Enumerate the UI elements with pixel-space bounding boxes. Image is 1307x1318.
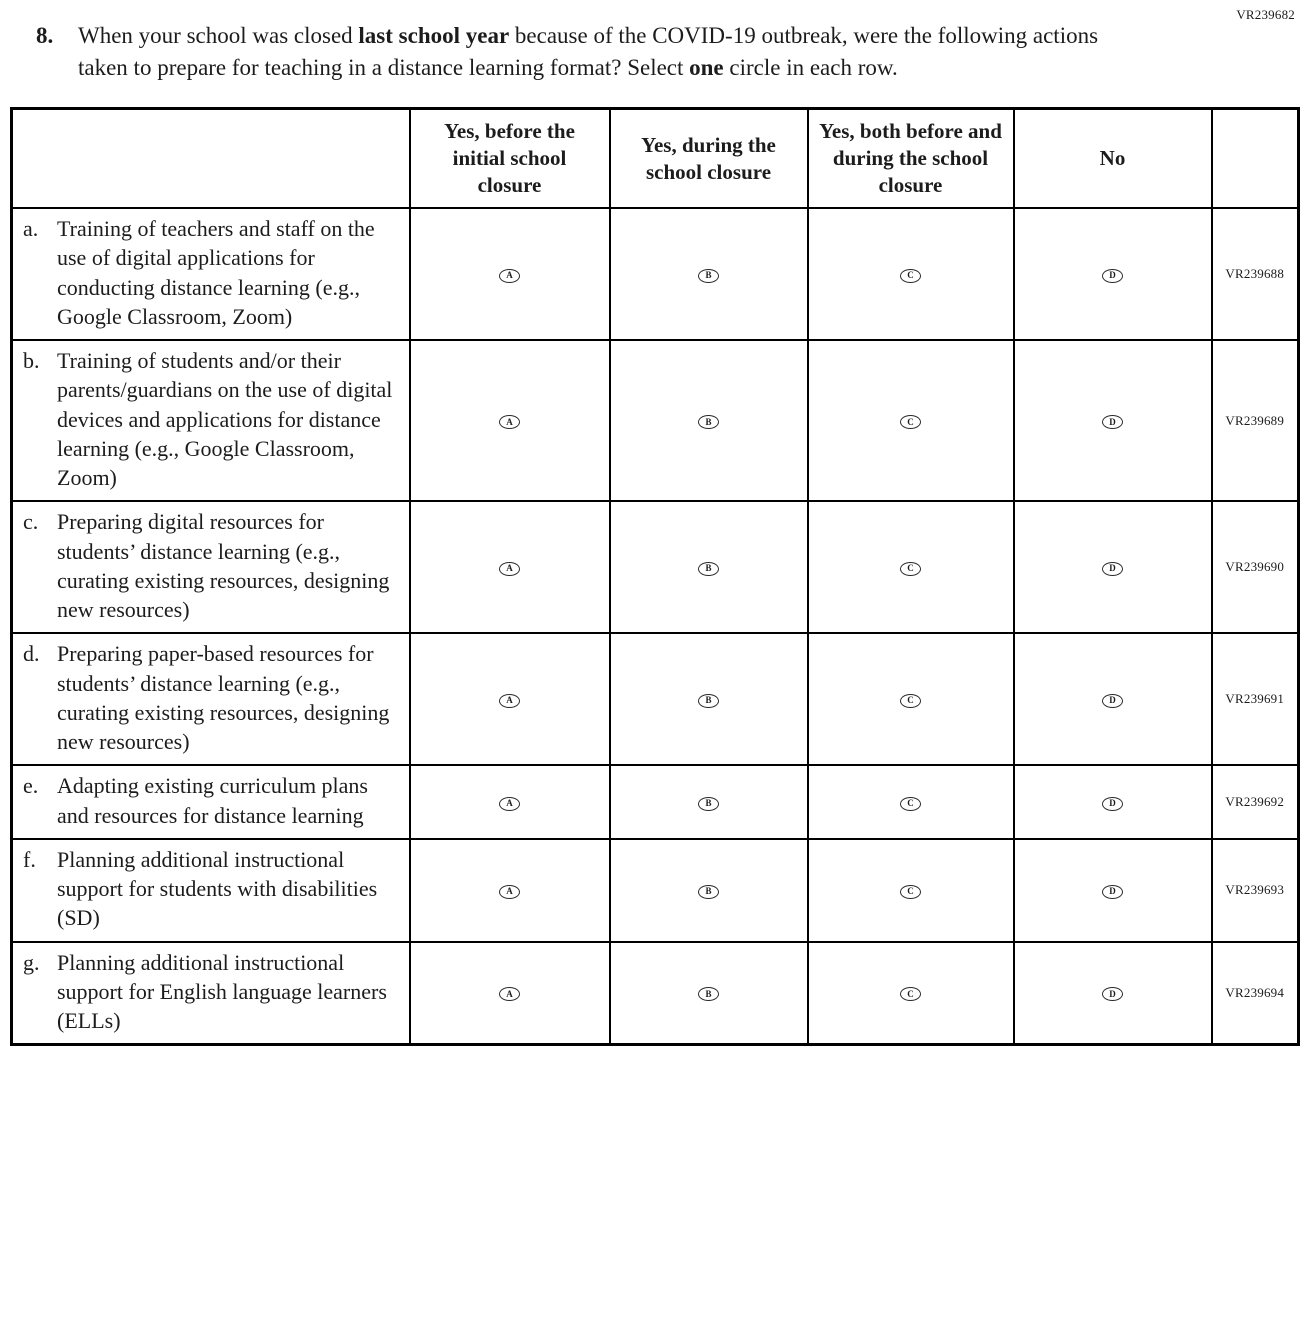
- row-text: Training of teachers and staff on the use of digital applications for conducting distance learning (e.g., Google Classroom, Zoom): [57, 216, 375, 329]
- answer-cell-c: [808, 208, 1014, 340]
- answer-bubble-d[interactable]: D: [1102, 562, 1123, 576]
- row-item-cell: [12, 942, 410, 1045]
- answer-cell-b: [610, 208, 808, 340]
- question-bold-one: one: [689, 54, 724, 80]
- row-text: Planning additional instructional support for students with disabilities (SD): [57, 846, 378, 931]
- answer-cell-a: [410, 942, 610, 1045]
- page-vr-code: VR239682: [1236, 7, 1295, 22]
- row-vr-code: VR239688: [1212, 208, 1299, 340]
- answer-cell-c: [808, 633, 1014, 765]
- row-text: Planning additional instructional support for English language learners (ELLs): [57, 949, 387, 1034]
- answer-bubble-c[interactable]: C: [900, 562, 921, 576]
- header-row: [12, 109, 1299, 208]
- col-header-yes-during: Yes, during the school closure: [610, 109, 808, 208]
- row-text: Adapting existing curriculum plans and resources for distance learning: [57, 773, 368, 828]
- row-letter: g.: [23, 949, 40, 975]
- answer-cell-b: [610, 942, 808, 1045]
- answer-bubble-d[interactable]: D: [1102, 415, 1123, 429]
- answer-bubble-b[interactable]: B: [698, 694, 719, 708]
- answer-bubble-a[interactable]: A: [499, 415, 520, 429]
- answer-bubble-c[interactable]: C: [900, 797, 921, 811]
- table-row-d: [12, 633, 1299, 765]
- answer-bubble-c[interactable]: C: [900, 885, 921, 899]
- question-seg3: because of the COVID-19 outbreak, were the following actions taken to prepare for teaching in a distance learning format? Select: [78, 23, 1099, 80]
- row-vr-code: VR239694: [1212, 942, 1299, 1045]
- answer-bubble-a[interactable]: A: [499, 885, 520, 899]
- answer-cell-d: [1014, 839, 1212, 942]
- row-vr-code: VR239692: [1212, 765, 1299, 839]
- answer-cell-d: [1014, 633, 1212, 765]
- answer-bubble-d[interactable]: D: [1102, 269, 1123, 283]
- answer-cell-c: [808, 340, 1014, 501]
- answer-bubble-a[interactable]: A: [499, 987, 520, 1001]
- answer-cell-a: [410, 208, 610, 340]
- answer-bubble-d[interactable]: D: [1102, 885, 1123, 899]
- answer-bubble-a[interactable]: A: [499, 562, 520, 576]
- question-bold-last-school-year: last school year: [358, 23, 510, 48]
- row-text: Training of students and/or their parents/guardians on the use of digital devices and applications for distance learning (e.g., Google Classroom, Zoom): [57, 348, 393, 491]
- answer-bubble-b[interactable]: B: [698, 269, 719, 283]
- header-empty-code: [1212, 109, 1299, 208]
- answer-bubble-a[interactable]: A: [499, 797, 520, 811]
- row-item-cell: [12, 765, 410, 839]
- answer-bubble-c[interactable]: C: [900, 415, 921, 429]
- row-letter: e.: [23, 773, 39, 799]
- row-vr-code: VR239693: [1212, 839, 1299, 942]
- col-header-yes-before: Yes, before the initial school closure: [410, 109, 610, 208]
- table-row-c: [12, 501, 1299, 633]
- answer-cell-d: [1014, 340, 1212, 501]
- question-block: [36, 20, 1111, 83]
- answer-cell-b: [610, 501, 808, 633]
- row-vr-code: VR239689: [1212, 340, 1299, 501]
- answer-bubble-a[interactable]: A: [499, 694, 520, 708]
- answer-bubble-c[interactable]: C: [900, 694, 921, 708]
- row-letter: c.: [23, 509, 39, 535]
- question-text: [78, 20, 1111, 83]
- answer-cell-b: [610, 839, 808, 942]
- row-item-cell: [12, 340, 410, 501]
- answer-bubble-b[interactable]: B: [698, 415, 719, 429]
- answer-cell-c: [808, 765, 1014, 839]
- header-empty-item: [12, 109, 410, 208]
- answer-bubble-b[interactable]: B: [698, 797, 719, 811]
- row-letter: d.: [23, 641, 40, 667]
- answer-bubble-d[interactable]: D: [1102, 797, 1123, 811]
- question-seg5: circle in each row.: [723, 54, 898, 80]
- table-row-e: [12, 765, 1299, 839]
- row-item-cell: [12, 839, 410, 942]
- answer-cell-d: [1014, 501, 1212, 633]
- answer-cell-d: [1014, 942, 1212, 1045]
- row-text: Preparing paper-based resources for students’ distance learning (e.g., curating existing resources, designing new resources): [57, 641, 390, 755]
- answer-bubble-b[interactable]: B: [698, 562, 719, 576]
- answer-bubble-c[interactable]: C: [900, 269, 921, 283]
- answer-bubble-d[interactable]: D: [1102, 694, 1123, 708]
- table-row-g: [12, 942, 1299, 1045]
- row-letter: f.: [23, 846, 36, 872]
- answer-cell-a: [410, 839, 610, 942]
- answer-cell-a: [410, 633, 610, 765]
- answer-cell-d: [1014, 208, 1212, 340]
- answer-bubble-c[interactable]: C: [900, 987, 921, 1001]
- response-table: [10, 107, 1300, 1046]
- answer-cell-a: [410, 340, 610, 501]
- question-number: 8.: [36, 23, 54, 48]
- row-vr-code: VR239690: [1212, 501, 1299, 633]
- answer-cell-c: [808, 501, 1014, 633]
- row-text: Preparing digital resources for students’ distance learning (e.g., curating existing resources, designing new resources): [57, 509, 390, 623]
- col-header-yes-both: Yes, both before and during the school closure: [808, 109, 1014, 208]
- answer-cell-c: [808, 942, 1014, 1045]
- row-letter: b.: [23, 348, 40, 374]
- row-vr-code: VR239691: [1212, 633, 1299, 765]
- question-seg1: When your school was closed: [78, 23, 359, 48]
- answer-cell-d: [1014, 765, 1212, 839]
- answer-cell-c: [808, 839, 1014, 942]
- table-row-b: [12, 340, 1299, 501]
- table-row-a: [12, 208, 1299, 340]
- answer-bubble-a[interactable]: A: [499, 269, 520, 283]
- row-item-cell: [12, 208, 410, 340]
- answer-cell-a: [410, 501, 610, 633]
- row-item-cell: [12, 501, 410, 633]
- table-row-f: [12, 839, 1299, 942]
- answer-cell-b: [610, 633, 808, 765]
- row-item-cell: [12, 633, 410, 765]
- answer-bubble-d[interactable]: D: [1102, 987, 1123, 1001]
- row-letter: a.: [23, 216, 39, 242]
- answer-cell-a: [410, 765, 610, 839]
- answer-bubble-b[interactable]: B: [698, 987, 719, 1001]
- col-header-no: No: [1014, 109, 1212, 208]
- answer-cell-b: [610, 765, 808, 839]
- answer-bubble-b[interactable]: B: [698, 885, 719, 899]
- answer-cell-b: [610, 340, 808, 501]
